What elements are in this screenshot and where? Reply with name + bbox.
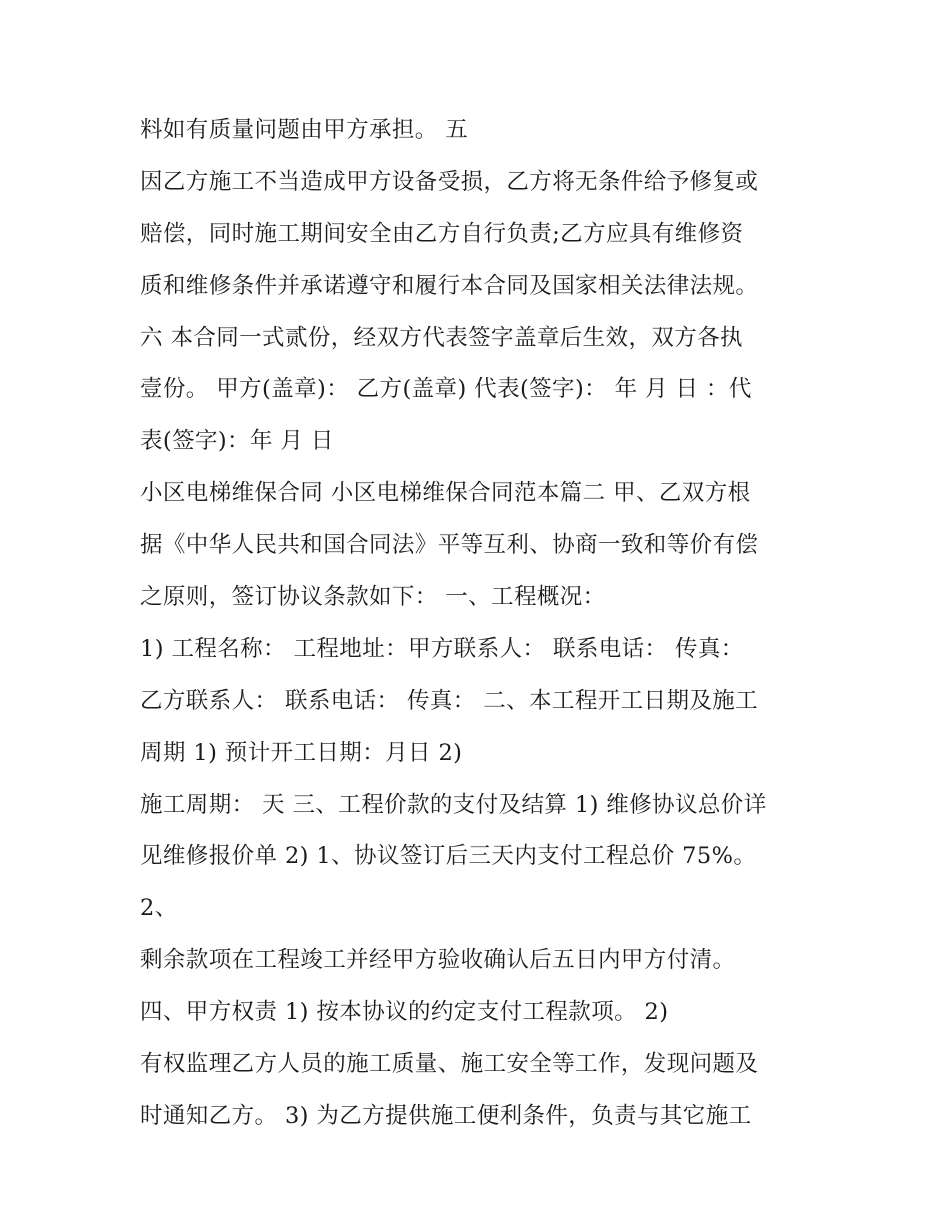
- text-line-19: 有权监理乙方人员的施工质量、施工安全等工作，发现问题及: [140, 1051, 759, 1078]
- text-line-3: 赔偿，同时施工期间安全由乙方自行负责;乙方应具有维修资: [140, 220, 744, 247]
- text-line-18: 四、甲方权责 1) 按本协议的约定支付工程款项。 2): [140, 999, 669, 1026]
- text-line-10: 之原则，签订协议条款如下： 一、工程概况：: [140, 584, 606, 611]
- text-line-8: 小区电梯维保合同 小区电梯维保合同范本篇二 甲、乙双方根: [140, 480, 751, 507]
- text-line-2: 因乙方施工不当造成甲方设备受损，乙方将无条件给予修复或: [140, 168, 759, 195]
- text-line-5: 六 本合同一式贰份，经双方代表签字盖章后生效，双方各执: [140, 324, 743, 351]
- text-line-4: 质和维修条件并承诺遵守和履行本合同及国家相关法律法规。: [140, 272, 759, 299]
- text-line-1: 料如有质量问题由甲方承担。 五: [140, 117, 469, 143]
- text-line-15: 见维修报价单 2) 1、协议签订后三天内支付工程总价 75%。: [140, 843, 757, 870]
- text-line-14: 施工周期： 天 三、工程价款的支付及结算 1) 维修协议总价详: [140, 791, 767, 818]
- text-line-13: 周期 1) 预计开工日期：月日 2): [140, 739, 463, 766]
- text-line-16: 2、: [140, 895, 178, 922]
- document-body: [140, 105, 840, 1143]
- text-line-6: 壹份。 甲方(盖章)： 乙方(盖章) 代表(签字)： 年 月 日 ：代: [140, 376, 752, 403]
- text-line-11: 1) 工程名称： 工程地址：甲方联系人： 联系电话： 传真：: [140, 635, 744, 662]
- text-line-17: 剩余款项在工程竣工并经甲方验收确认后五日内甲方付清。: [140, 947, 736, 974]
- text-line-7: 表(签字)：年 月 日: [140, 428, 334, 455]
- text-line-20: 时通知乙方。 3) 为乙方提供施工便利条件，负责与其它施工: [140, 1102, 752, 1129]
- text-line-9: 据《中华人民共和国合同法》平等互利、协商一致和等价有偿: [140, 532, 759, 559]
- text-line-12: 乙方联系人： 联系电话： 传真： 二、本工程开工日期及施工: [140, 687, 759, 714]
